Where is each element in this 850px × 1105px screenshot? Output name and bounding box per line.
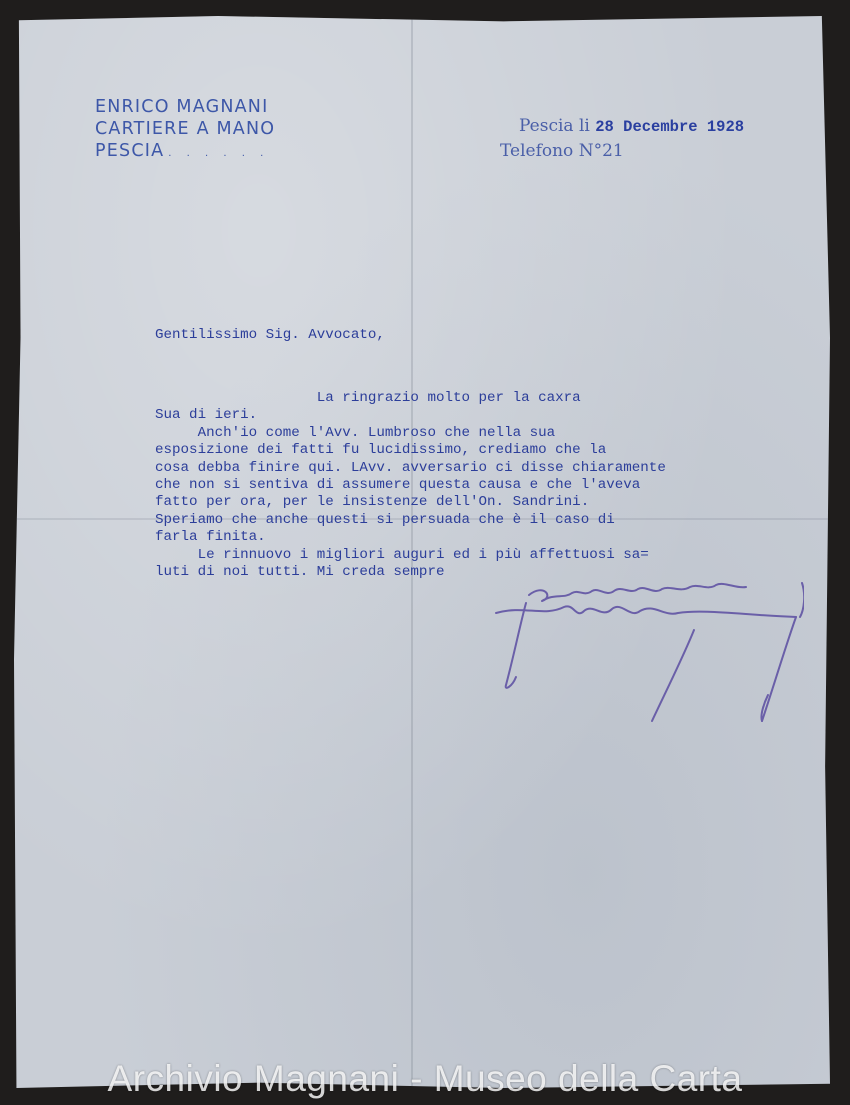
letterhead xyxy=(95,96,275,165)
letter-line: esposizione dei fatti fu lucidissimo, crediamo che la xyxy=(155,442,607,459)
letter-line: cosa debba finire qui. LAvv. avversario ci disse chiaramente xyxy=(155,459,666,476)
letterhead-dots: . . . . . . xyxy=(168,148,270,159)
letter-body xyxy=(155,390,666,581)
place-label: Pescia li xyxy=(519,116,590,136)
letter-line: Anch'io come l'Avv. Lumbroso che nella sua xyxy=(155,424,556,441)
letterhead-business: CARTIERE A MANO xyxy=(95,119,276,139)
letter-line: Le rinnuovo i migliori auguri ed i più affettuosi sa= xyxy=(155,546,649,563)
letter-date: 28 Decembre 1928 xyxy=(595,118,745,136)
archive-watermark: Archivio Magnani - Museo della Carta xyxy=(107,1058,743,1099)
letter-line: farla finita. xyxy=(155,529,266,546)
letterhead-city-row xyxy=(95,140,275,165)
letter-line: Sua di ieri. xyxy=(155,407,258,424)
handwritten-signature xyxy=(484,575,804,725)
letterhead-company-name: ENRICO MAGNANI xyxy=(95,97,269,117)
letter-line: fatto per ora, per le insistenze dell'On. Sandrini. xyxy=(155,494,590,511)
letter-line: La ringrazio molto per la caxra xyxy=(155,390,581,406)
letter-line: luti di noi tutti. Mi creda sempre xyxy=(155,564,445,581)
place-date-line xyxy=(519,116,744,136)
phone-number: Telefono N°21 xyxy=(500,141,624,161)
salutation: Gentilissimo Sig. Avvocato, xyxy=(155,327,385,343)
letter-line: Speriamo che anche questi si persuada che è il caso di xyxy=(155,511,615,528)
letterhead-city: PESCIA xyxy=(95,141,165,161)
letter-line: che non si sentiva di assumere questa causa e che l'aveva xyxy=(155,477,641,494)
